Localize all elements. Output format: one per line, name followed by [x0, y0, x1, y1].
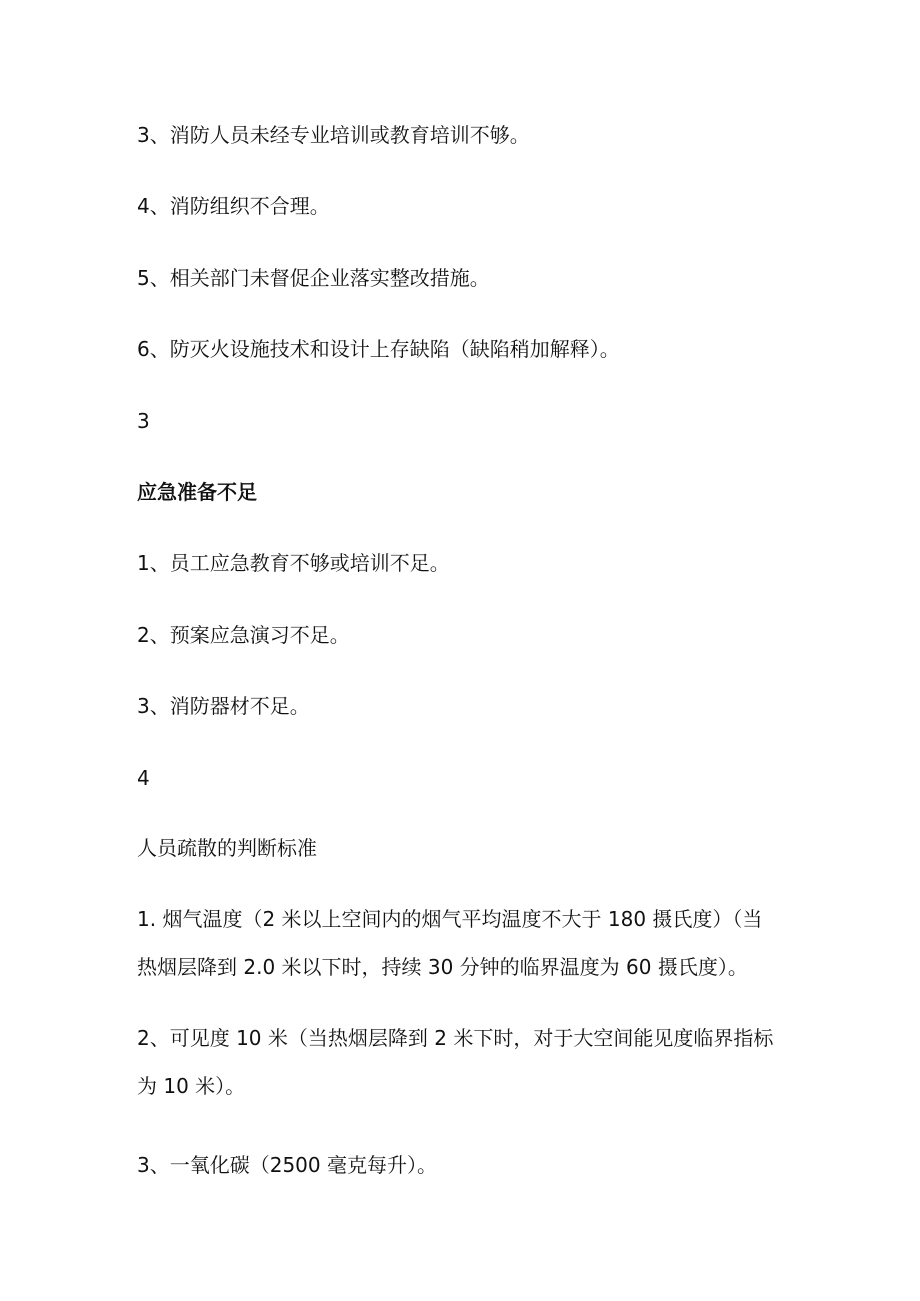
section-heading: 应急准备不足 — [137, 480, 257, 504]
list-item-continuation: 热烟层降到 2.0 米以下时，持续 30 分钟的临界温度为 60 摄氏度）。 — [137, 955, 748, 979]
section-heading: 人员疏散的判断标准 — [137, 836, 317, 860]
list-item: 1、员工应急教育不够或培训不足。 — [137, 551, 450, 575]
list-item: 2、可见度 10 米（当热烟层降到 2 米下时，对于大空间能见度临界指标 — [137, 1026, 774, 1050]
list-item: 3、一氧化碳（2500 毫克每升）。 — [137, 1153, 437, 1177]
list-item-continuation: 为 10 米）。 — [137, 1074, 246, 1098]
list-item: 6、防灭火设施技术和设计上存缺陷（缺陷稍加解释）。 — [137, 337, 620, 361]
list-item: 2、预案应急演习不足。 — [137, 623, 350, 647]
list-item: 1. 烟气温度（2 米以上空间内的烟气平均温度不大于 180 摄氏度）（当 — [137, 907, 763, 931]
list-item: 3、消防人员未经专业培训或教育培训不够。 — [137, 123, 530, 147]
list-item: 3、消防器材不足。 — [137, 694, 310, 718]
section-number: 4 — [137, 766, 150, 790]
section-number: 3 — [137, 409, 150, 433]
list-item: 4、消防组织不合理。 — [137, 194, 330, 218]
list-item: 5、相关部门未督促企业落实整改措施。 — [137, 266, 490, 290]
